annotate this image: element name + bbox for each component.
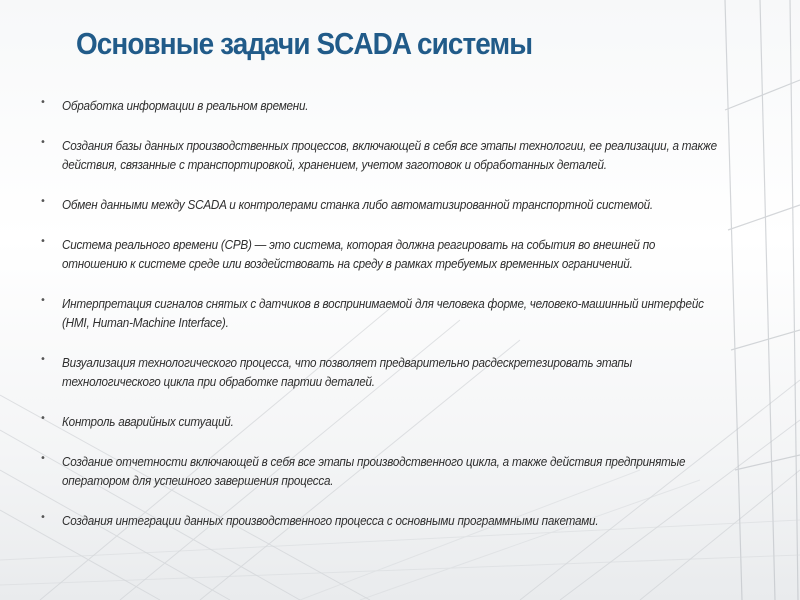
bullet-item	[40, 294, 740, 332]
bullet-text: Интерпретация сигналов снятых с датчиков в воспринимаемой для человека форме, человеко-машинный интерфейс (HMI, Human-Machine Interface).	[62, 296, 704, 330]
bullet-text: Визуализация технологического процесса, что позволяет предварительно расдескретезировать этапы технологического цикла при обработке партии деталей.	[62, 355, 632, 389]
bullet-list	[40, 96, 740, 551]
bullet-item	[40, 136, 740, 174]
bullet-item	[40, 412, 740, 431]
bullet-text: Обработка информации в реальном времени.	[62, 98, 309, 113]
bullet-item	[40, 195, 740, 214]
bullet-marker: •	[40, 413, 46, 424]
bullet-marker: •	[40, 512, 46, 523]
bullet-text: Обмен данными между SCADA и контролерами станка либо автоматизированной транспортной системой.	[62, 197, 653, 212]
bullet-marker: •	[40, 453, 46, 464]
bullet-marker: •	[40, 295, 46, 306]
bullet-text: Контроль аварийных ситуаций.	[62, 414, 234, 429]
bullet-item	[40, 452, 740, 490]
bullet-marker: •	[40, 137, 46, 148]
bullet-text: Создания базы данных производственных процессов, включающей в себя все этапы технологии, ее реализации, а также действия, связанные с транспортировкой, хранением, учетом заготовок и обработанных деталей.	[62, 138, 717, 172]
bullet-item	[40, 235, 740, 273]
bullet-marker: •	[40, 196, 46, 207]
bullet-text: Создание отчетности включающей в себя все этапы производственного цикла, а также действия предпринятые оператором для успешного завершения процесса.	[62, 454, 686, 488]
slide-title: Основные задачи SCADA системы	[76, 26, 533, 61]
bullet-text: Создания интеграции данных производственного процесса с основными программными пакетами.	[62, 513, 599, 528]
bullet-text: Система реального времени (СРВ) — это система, которая должна реагировать на события во внешней по отношению к системе среде или воздействовать на среду в рамках требуемых временных ограничений.	[62, 237, 656, 271]
bullet-marker: •	[40, 354, 46, 365]
bullet-marker: •	[40, 236, 46, 247]
bullet-item	[40, 96, 740, 115]
bullet-item	[40, 511, 740, 530]
bullet-marker: •	[40, 97, 46, 108]
bullet-item	[40, 353, 740, 391]
